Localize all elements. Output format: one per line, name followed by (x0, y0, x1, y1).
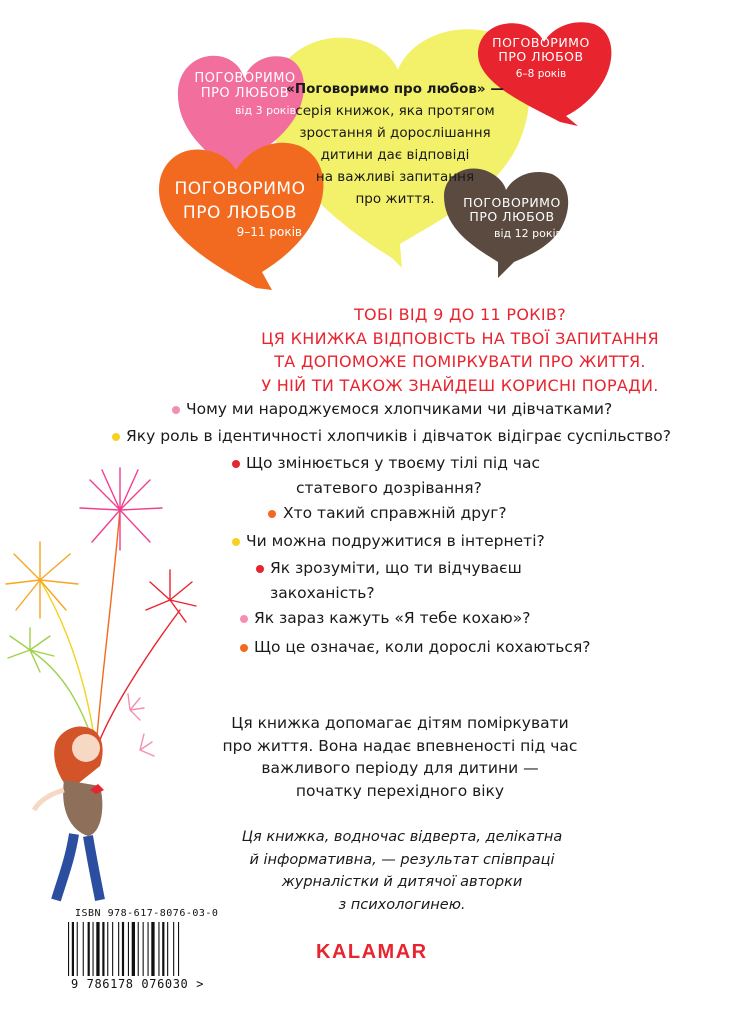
barcode-bar (107, 922, 108, 976)
question-item-continuation: статевого дозрівання? (296, 479, 482, 497)
barcode-bar (68, 922, 69, 976)
bullet-dot (240, 615, 248, 623)
barcode-bar (162, 922, 164, 976)
barcode-bar (132, 922, 135, 976)
book-tagline (200, 826, 604, 916)
question-item: Як зараз кажуть «Я тебе кохаю»? (254, 609, 531, 627)
girl-figure (34, 727, 104, 900)
series-line: зростання й дорослішання (299, 125, 491, 141)
barcode-bar (83, 922, 84, 976)
barcode-bar (88, 922, 90, 976)
bubble-orange-age: 9–11 років (236, 225, 302, 240)
bubble-orange-line2: ПРО ЛЮБОВ (182, 202, 298, 223)
tagline-line: з психологинею. (338, 896, 466, 913)
barcode-bar (173, 922, 174, 976)
bullet-dot (232, 538, 240, 546)
series-line: дитини дає відповіді (320, 147, 470, 163)
bubble-red-text (478, 36, 604, 80)
headline-line: ТА ДОПОМОЖЕ ПОМІРКУВАТИ ПРО ЖИТТЯ. (274, 352, 646, 371)
description-line: Ця книжка допомагає дітям поміркувати (231, 714, 569, 732)
headline-line: ЦЯ КНИЖКА ВІДПОВІСТЬ НА ТВОЇ ЗАПИТАННЯ (261, 328, 659, 348)
barcode-bar (138, 922, 139, 976)
description-line: про життя. Вона надає впевненості під час (222, 736, 578, 755)
barcode-bar (118, 922, 119, 976)
bullet-dot (256, 565, 264, 573)
isbn-label: ISBN 978-617-8076-03-0 (75, 908, 219, 919)
publisher-logo: KALAMAR (316, 941, 428, 963)
question-item: Чи можна подружитися в інтернеті? (246, 532, 545, 550)
tagline-line: й інформативна, — результат співпраці (249, 851, 555, 868)
question-item: Як зрозуміти, що ти відчуваєш (270, 559, 522, 577)
bullet-dot (232, 460, 240, 468)
series-title: «Поговоримо про любов» — (286, 81, 504, 97)
question-item: Що це означає, коли дорослі кохаються? (254, 638, 591, 656)
bubble-brown-age: від 12 років (493, 226, 562, 240)
bubble-pink-age: від 3 років (234, 103, 296, 117)
description-line: важливого періоду для дитини — (261, 759, 539, 777)
book-description (200, 712, 600, 802)
question-item: Чому ми народжуємося хлопчиками чи дівчатками? (186, 400, 613, 418)
bubble-brown-line1: ПОГОВОРИМО (463, 195, 561, 210)
series-description (286, 78, 504, 210)
barcode-bar (96, 922, 99, 976)
bullet-dot (172, 406, 180, 414)
bubble-pink-line2: ПРО ЛЮБОВ (200, 85, 290, 101)
bubble-red-line2: ПРО ЛЮБОВ (498, 49, 584, 65)
series-line: на важливі запитання (315, 169, 475, 185)
headline-line: ТОБІ ВІД 9 ДО 11 РОКІВ? (353, 305, 566, 324)
barcode-bar (112, 922, 113, 976)
question-item: Хто такий справжній друг? (283, 504, 507, 522)
series-line: про життя. (355, 191, 435, 207)
barcode-bar (72, 922, 74, 976)
bubble-red-line1: ПОГОВОРИМО (492, 35, 590, 50)
series-line: серія книжок, яка протягом (295, 103, 495, 119)
tagline-line: журналістки й дитячої авторки (281, 874, 523, 890)
isbn-digits: 9 786178 076030 > (71, 977, 205, 991)
barcode (66, 922, 194, 982)
fireworks-girl-illustration (0, 450, 200, 910)
description-line: початку перехідного віку (295, 781, 505, 800)
question-item: Яку роль в ідентичності хлопчиків і дівчаток відіграє суспільство? (126, 427, 671, 445)
headline-line: У НІЙ ТИ ТАКОЖ ЗНАЙДЕШ КОРИСНІ ПОРАДИ. (261, 375, 659, 395)
question-item-continuation: закоханість? (270, 584, 375, 602)
barcode-bar (122, 922, 124, 976)
bullet-dot (268, 510, 276, 518)
bubble-pink-line1: ПОГОВОРИМО (194, 71, 296, 86)
barcode-bar (128, 922, 129, 976)
tagline-line: Ця книжка, водночас відверта, делікатна (241, 829, 563, 845)
barcode-bar (148, 922, 149, 976)
bullet-dot (112, 433, 120, 441)
barcode-bar (158, 922, 159, 976)
barcode-bar (77, 922, 78, 976)
bubble-brown-line2: ПРО ЛЮБОВ (469, 209, 555, 225)
barcode-bar (143, 922, 144, 976)
barcode-bar (167, 922, 168, 976)
barcode-bar (102, 922, 104, 976)
bullet-dot (240, 644, 248, 652)
bubble-orange-line1: ПОГОВОРИМО (174, 179, 306, 199)
bubble-red-age: 6–8 років (515, 67, 567, 80)
question-item: Що змінюється у твоєму тілі під час (246, 454, 541, 472)
barcode-bar (178, 922, 179, 976)
headline (180, 303, 740, 397)
barcode-bar (93, 922, 94, 976)
barcode-bar (151, 922, 154, 976)
